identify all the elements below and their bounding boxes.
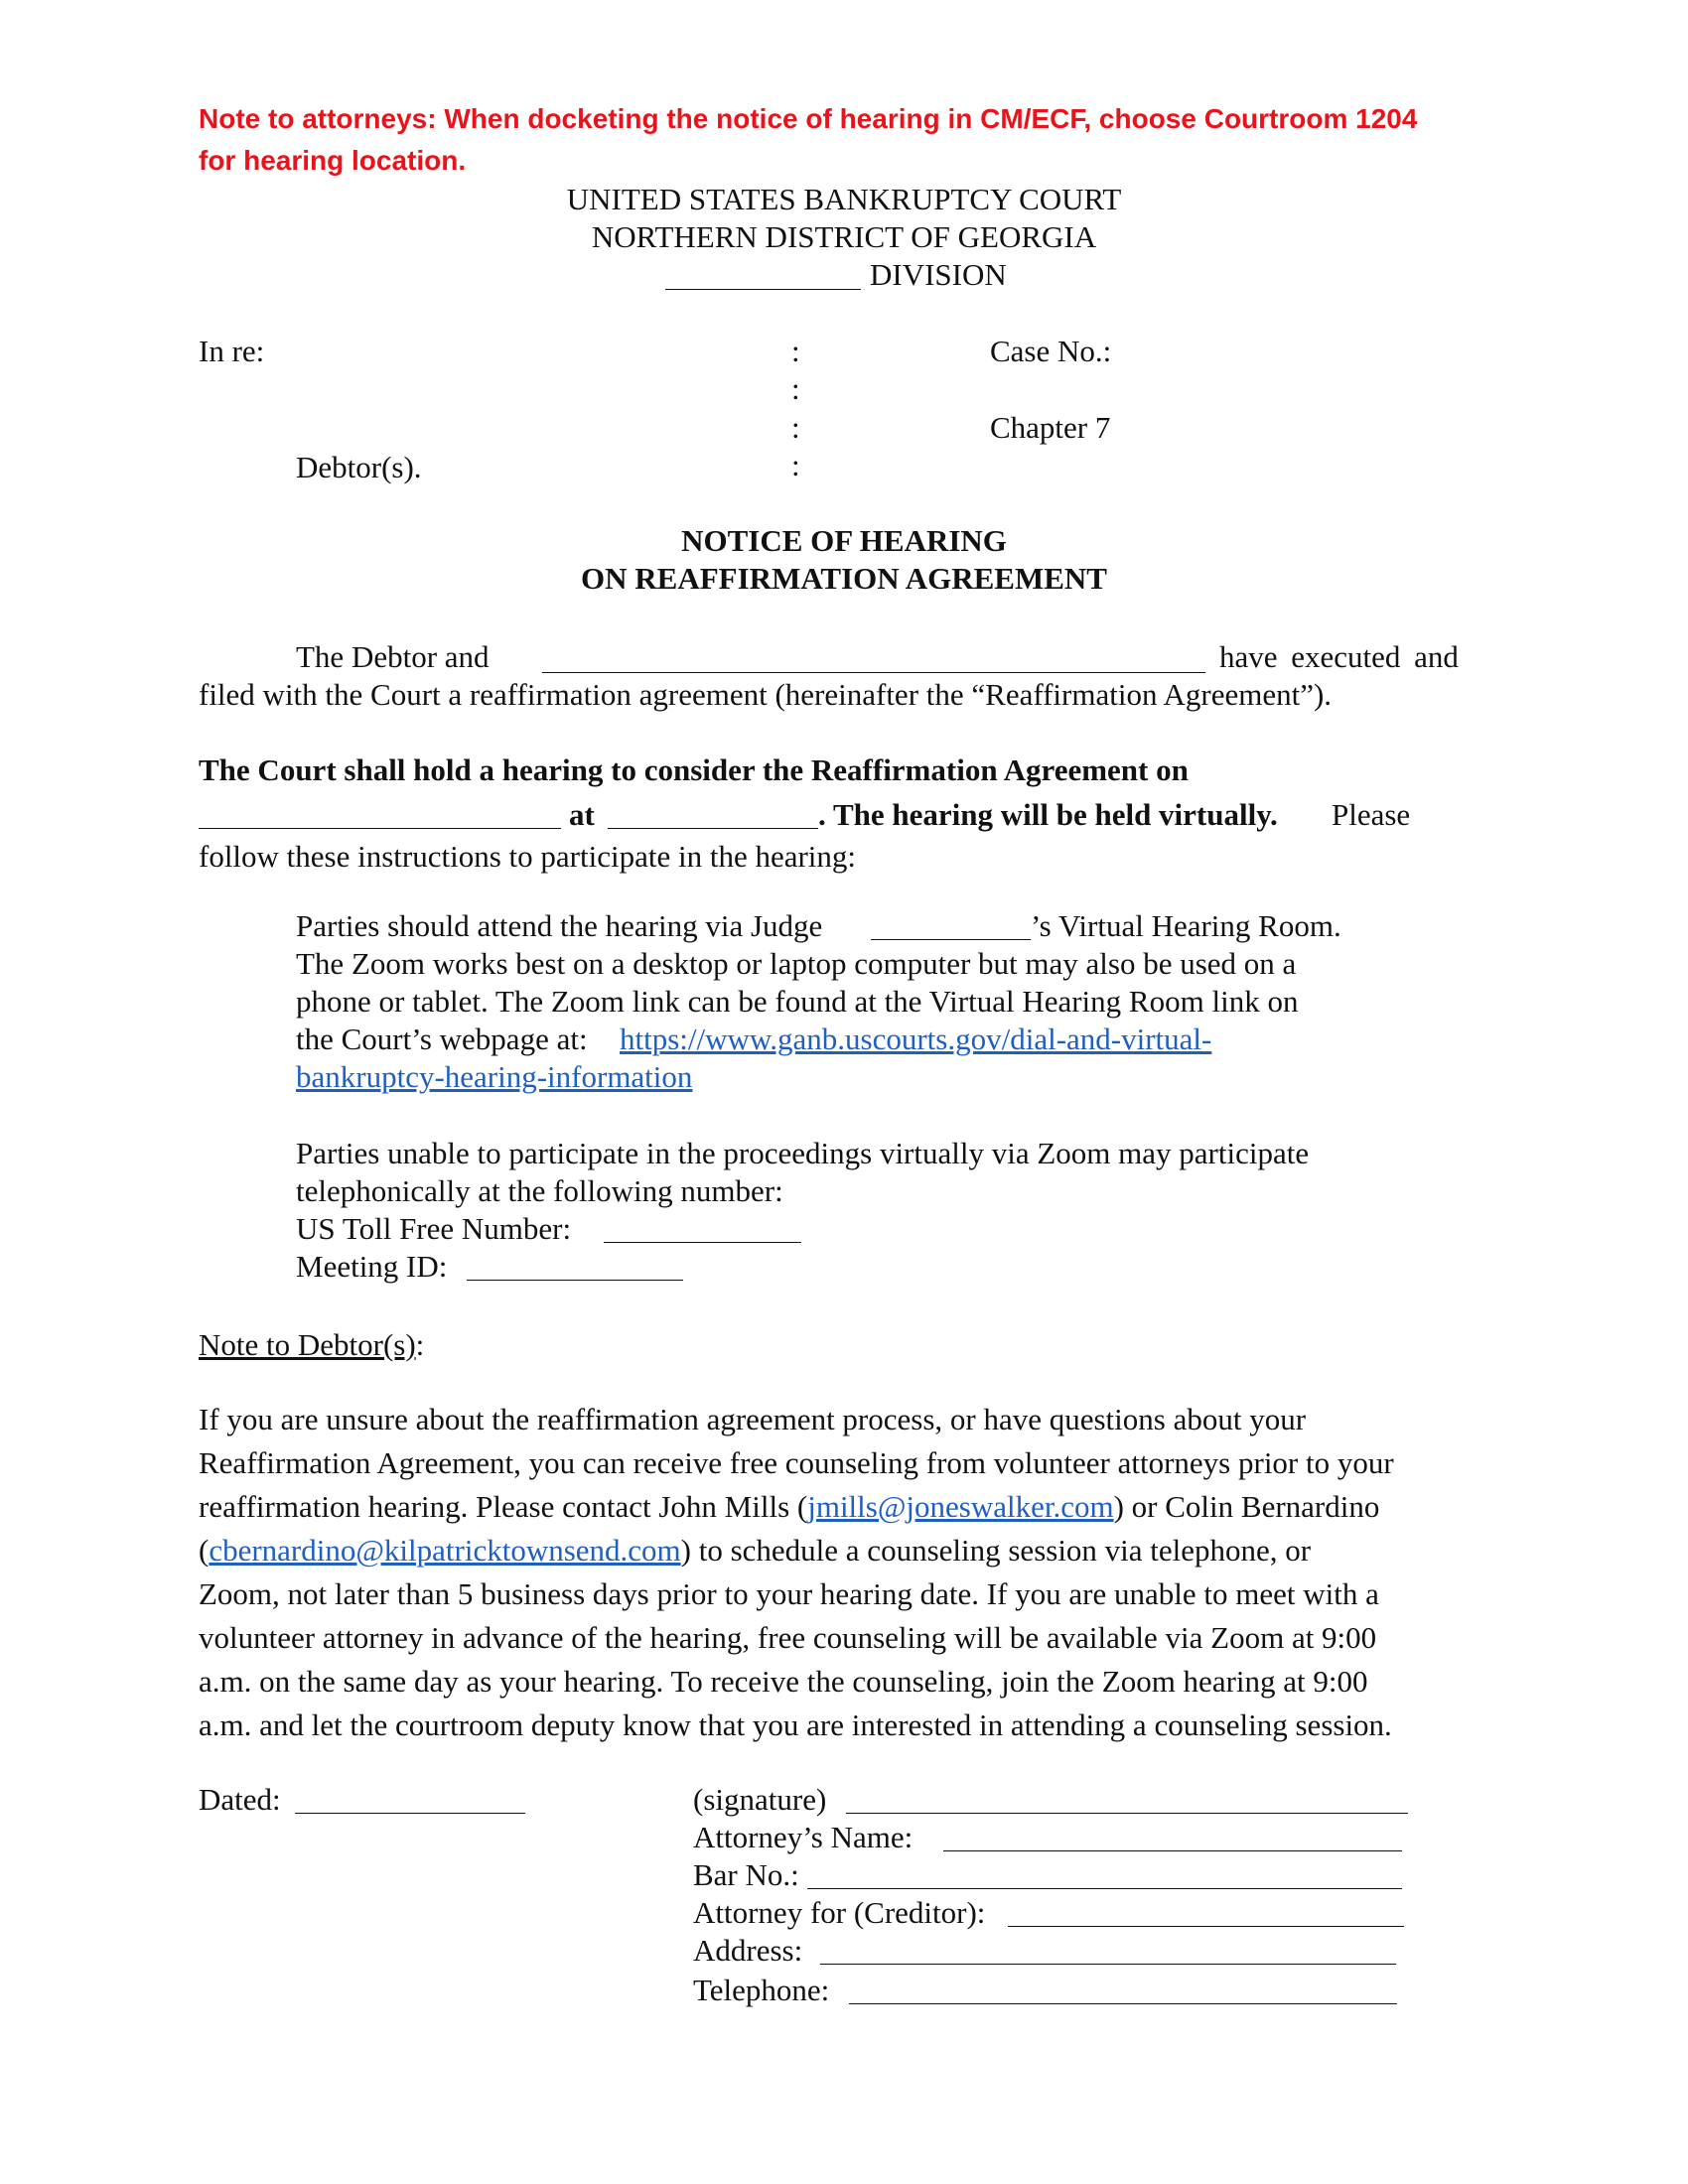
instr-line2: The Zoom works best on a desktop or laptop computer but may also be used on a	[296, 946, 1297, 981]
debtor-note-line: volunteer attorney in advance of the hearing, free counseling will be available via Zoom at 9:00	[199, 1620, 1377, 1655]
debtor-note-line: a.m. and let the courtroom deputy know that you are interested in attending a counseling session.	[199, 1707, 1392, 1742]
division-label: DIVISION	[870, 257, 1007, 292]
debtor-note-heading-text: Note to Debtor(s)	[199, 1327, 416, 1362]
court-district: NORTHERN DISTRICT OF GEORGIA	[591, 219, 1097, 254]
hearing-line1: The Court shall hold a hearing to consider the Reaffirmation Agreement on	[199, 752, 1189, 787]
instr-phone-line1: Parties unable to participate in the proceedings virtually via Zoom may participate	[296, 1136, 1310, 1170]
attorney-name-label: Attorney’s Name:	[693, 1820, 914, 1854]
attorney-note-line2: for hearing location.	[199, 145, 467, 176]
hearing-line3: follow these instructions to participate in the hearing:	[199, 839, 857, 874]
debtor-note-heading	[199, 1326, 424, 1364]
attorney-for-label: Attorney for (Creditor):	[693, 1895, 986, 1930]
hearing-time-blank	[608, 828, 818, 829]
debtor-note-line	[199, 1488, 1379, 1526]
notice-subtitle: ON REAFFIRMATION AGREEMENT	[581, 561, 1107, 596]
signature-line	[846, 1813, 1408, 1814]
meeting-id-label: Meeting ID:	[296, 1249, 448, 1284]
bar-no-label: Bar No.:	[693, 1857, 799, 1892]
debtor-note-line: If you are unsure about the reaffirmation agreement process, or have questions about your	[199, 1402, 1307, 1436]
toll-free-blank	[604, 1242, 801, 1243]
creditor-name-blank	[542, 672, 1205, 673]
caption-colon: :	[791, 334, 800, 368]
hearing-please: Please	[1332, 797, 1411, 832]
meeting-id-blank	[467, 1280, 683, 1281]
court-name: UNITED STATES BANKRUPTCY COURT	[566, 182, 1122, 216]
caption-colon: :	[791, 448, 800, 482]
address-label: Address:	[693, 1933, 803, 1968]
attorney-note-line1: Note to attorneys: When docketing the notice of hearing in CM/ECF, choose Courtroom 1204	[199, 103, 1418, 134]
debtor-note-line: Reaffirmation Agreement, you can receive free counseling from volunteer attorneys prior to your	[199, 1445, 1394, 1480]
instr-judge-text: Parties should attend the hearing via Judge	[296, 908, 823, 943]
telephone-line	[849, 2003, 1397, 2004]
case-number-label: Case No.:	[990, 334, 1112, 368]
caption-colon: :	[791, 410, 800, 445]
debtor-note-line: a.m. on the same day as your hearing. To receive the counseling, join the Zoom hearing at 9:00	[199, 1664, 1368, 1699]
intro-have-executed: have executed and	[1219, 639, 1459, 674]
caption-colon: :	[791, 371, 800, 406]
toll-free-label: US Toll Free Number:	[296, 1211, 572, 1246]
notice-title: NOTICE OF HEARING	[681, 523, 1007, 558]
virtual-hearing-link[interactable]: https://www.ganb.uscourts.gov/dial-and-virtual-	[620, 1022, 1212, 1056]
intro-line2: filed with the Court a reaffirmation agreement (hereinafter the “Reaffirmation Agreement”).	[199, 677, 1333, 712]
hearing-date-blank	[199, 828, 561, 829]
bar-no-line	[807, 1888, 1402, 1889]
attorney-for-line	[1008, 1926, 1404, 1927]
debtor-note-line	[199, 1532, 1311, 1570]
hearing-virtual: . The hearing will be held virtually.	[818, 797, 1278, 832]
address-line	[820, 1964, 1396, 1965]
email-link-jmills[interactable]: jmills@joneswalker.com	[807, 1489, 1114, 1524]
email-link-cbernardino[interactable]: cbernardino@kilpatricktownsend.com	[209, 1533, 681, 1568]
division-blank	[665, 289, 861, 290]
virtual-hearing-link-cont[interactable]: bankruptcy-hearing-information	[296, 1059, 693, 1094]
dated-label: Dated:	[199, 1782, 281, 1817]
debtor-note-text: ) or Colin Bernardino	[1113, 1489, 1380, 1524]
debtor-note-text: (	[199, 1533, 210, 1568]
instr-phone-line2: telephonically at the following number:	[296, 1173, 783, 1208]
debtor-note-heading-colon: :	[415, 1327, 425, 1362]
debtor-note-text: reaffirmation hearing. Please contact John Mills (	[199, 1489, 808, 1524]
intro-debtor-and: The Debtor and	[296, 639, 490, 674]
chapter-label: Chapter 7	[990, 410, 1111, 445]
debtors-label: Debtor(s).	[296, 450, 422, 484]
hearing-at: at	[569, 797, 595, 832]
signature-label: (signature)	[693, 1782, 827, 1817]
instr-line4: the Court’s webpage at:	[296, 1022, 588, 1056]
instr-line3: phone or tablet. The Zoom link can be found at the Virtual Hearing Room link on	[296, 984, 1299, 1019]
judge-name-blank	[871, 939, 1031, 940]
attorney-name-line	[943, 1850, 1402, 1851]
debtor-note-text: ) to schedule a counseling session via telephone, or	[680, 1533, 1312, 1568]
debtor-note-line: Zoom, not later than 5 business days prior to your hearing date. If you are unable to meet with a	[199, 1576, 1379, 1611]
telephone-label: Telephone:	[693, 1973, 830, 2007]
dated-blank	[295, 1813, 525, 1814]
in-re-label: In re:	[199, 334, 265, 368]
instr-virtual-room: ’s Virtual Hearing Room.	[1031, 908, 1341, 943]
